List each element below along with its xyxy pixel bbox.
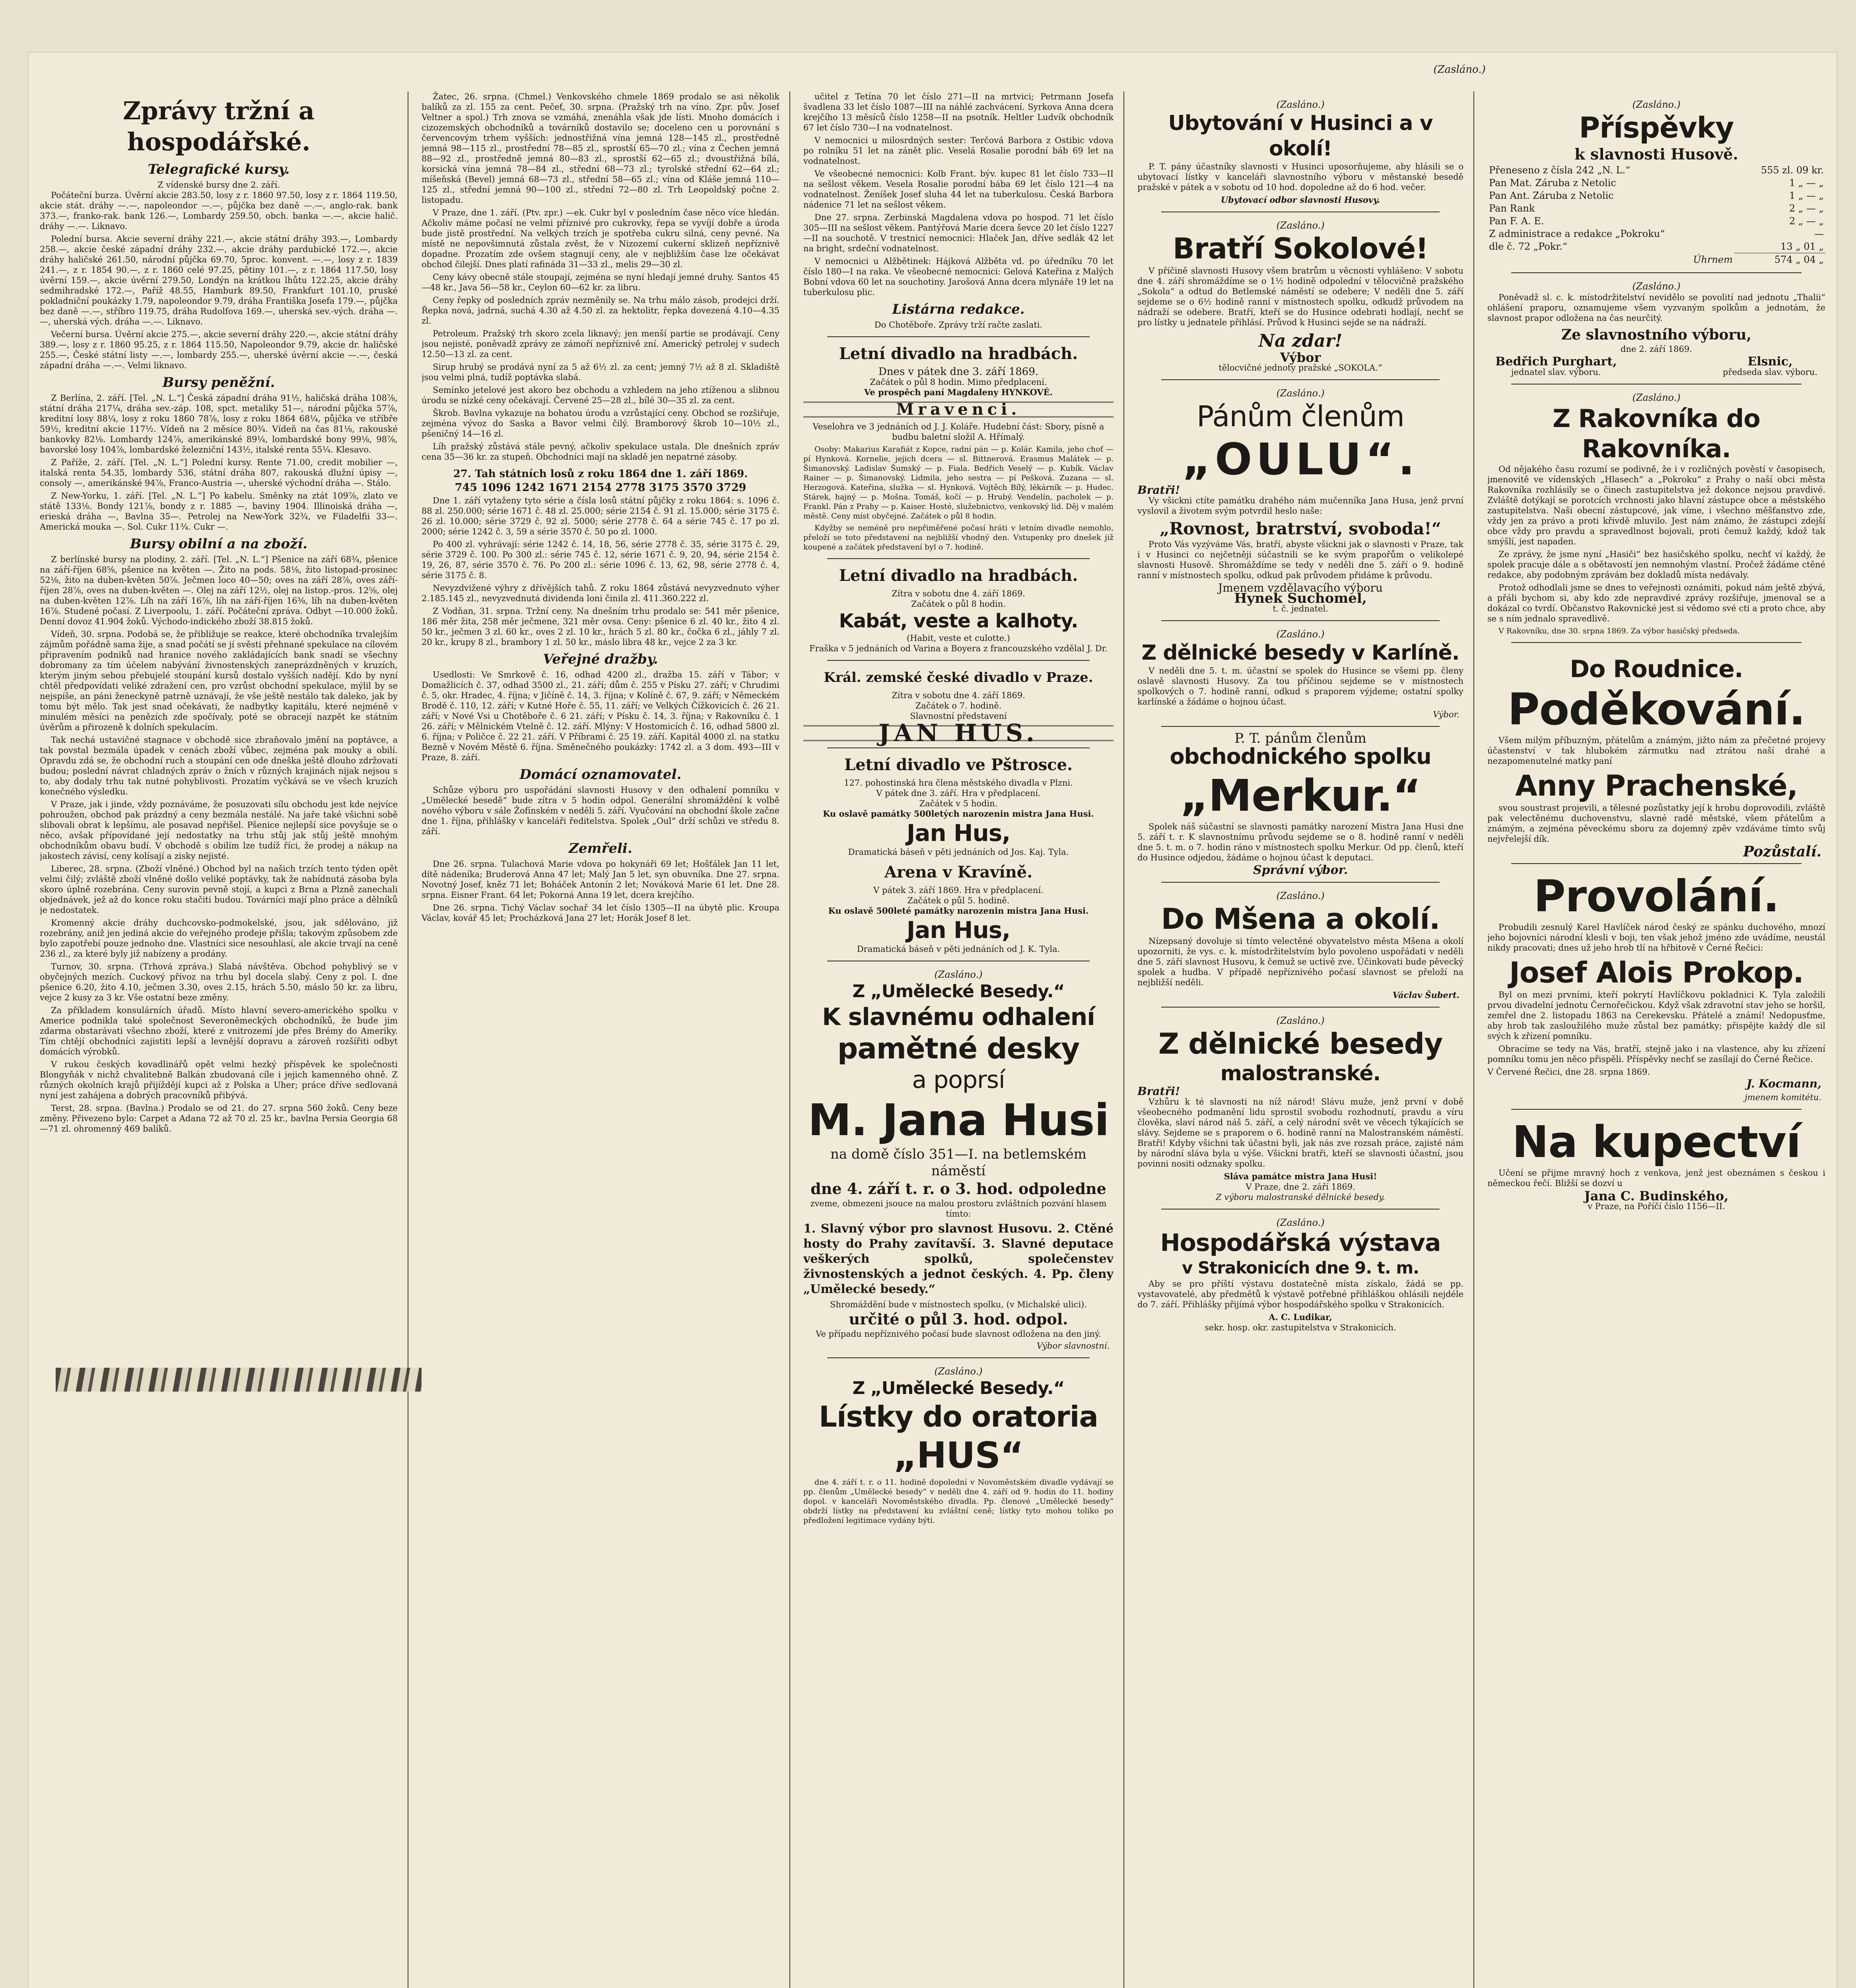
theatre-info: Začátek o půl 8 hodin.	[911, 599, 1006, 609]
donation-amount: 2 „ — „	[1789, 203, 1824, 214]
paragraph: Z Berlína, 2. září. [Tel. „N. L.“] Česká západní dráha 91½, haličská dráha 108⅞, státní dráha 217¼, dráha sev.-záp. 108, spct. metaliky 51—, národní půjčka 57⅞, kreditní losy 88¼, losy z roku 1860 78⅞, losy z roku 1864 68¼, půjčka ve stříbře 59½, kreditní akcie 117½. Vídeň na 2 měsíce 80¾. Vídeň na čas 81⅛, rakouské bankovky 82⅛. Lombardy 124⅞, amerikánské 89¼, lombardské bony 99⅛, 98⅞, bavorské losy 104⅞, lombardské železniční 143½, italské renta 55¼. Klesavo.	[40, 393, 398, 454]
ad-heading: Ubytování v Husinci a v okolí!	[1168, 111, 1433, 161]
theatre-info: Veselohra ve 3 jednáních od J. J. Koláře. Hudební část: Sbory, písně a budbu baletní složil A. Hřímalý.	[812, 422, 1104, 442]
signature-block	[1723, 357, 1817, 377]
donation-row	[1487, 164, 1825, 177]
ad-text: Vzhůru k té slavnosti na níž národ! Slávu muže, jenž první v době všeobecného podmanění lidu sprostil svobodu rozhodnutí, pravdu a víru člověka, slaví národ náš 5. září, a celý národní svět ve věcech týkajících se slávy. Sejdeme se s praporem o 6. hodině ranní na Malostranském náměstí. Bratři! Kdyby všichni tak účastni byli, jak nás zve rozsah práce, zajisté nám by národní sláva byla u výše. Všickni bratři, kteří se slavnosti účastní, jsou povinni nositi odznaky spolku.	[1137, 1097, 1463, 1169]
theatre-info: Slavnostní představení	[910, 711, 1007, 721]
ad-heading: Z „Umělecké Besedy.“	[852, 981, 1065, 1002]
donation-label: Pan Mat. Záruba z Netolic	[1489, 177, 1616, 188]
ad-salutation: Bratři!	[1137, 1085, 1180, 1098]
paragraph: V nemocnici u Alžbětinek: Hájková Alžběta vd. po úředníku 70 let číslo 180—I na raka. Ve všeobecné nemocnici: Gelová Kateřina z Malých Bobní vdova 60 let na souchotiny. Jarošová Anna dcera mlynáře 19 let na tuberkulosu plic.	[803, 256, 1114, 297]
ad-heading: a poprsí	[912, 1066, 1005, 1094]
column-market-reports	[422, 91, 779, 1988]
ad-heading: malostranské.	[1220, 1062, 1381, 1085]
donation-row	[1487, 202, 1825, 215]
donation-amount: 13 „ 01 „	[1780, 241, 1824, 252]
subsection-heading: Telegrafické kursy.	[148, 161, 290, 177]
ad-heading: Hospodářská výstava	[1160, 1229, 1441, 1257]
ad-name: Josef Alois Prokop.	[1509, 956, 1804, 989]
donation-label: Pan Ant. Záruba z Netolic	[1489, 190, 1614, 201]
ad-text: Nízepsaný dovoluje si tímto velectěné obyvatelstvo města Mšena a okolí upozorniti, že vys. c. k. místodržitelstvím bylo povoleno uspořádati v neděli dne 5. září slavnost Husovu, k čemuž se uctivě zve. Účinkovati bude pěvecký spolek a hudba. V případě nepříznivého počasí slavnost se přeloží na nejbližší neděli.	[1137, 936, 1463, 987]
donation-row	[1487, 240, 1825, 253]
column-rule	[789, 91, 790, 1988]
theatre-date: Zítra v sobotu dne 4. září 1869.	[892, 589, 1025, 598]
zaslano-label: (Zasláno.)	[1276, 629, 1325, 640]
paragraph: Tak nechá ustavičné stagnace v obchodě sice zbraňovalo jmění na poptávce, a tak povstal bezmála úpadek v cenách zboží vůbec, zejména pak mouky a obilí. Opravdu zdá se, že obchodní ruch a stoupání cen ode dneška ještě dlouho zdržovati budou; poslední návrat chladných zpráv o žních v různých krajinách nijak nejsou s to, aby dodaly trhu tak nutné pohyblivosti. Prozatím vyčkává se ve všech kruzích konečného výsledku.	[40, 735, 398, 796]
paragraph: Škrob. Bavlna vykazuje na bohatou úrodu a vzrůstající ceny. Obchod se rozšiřuje, zejména vývoz do Saska a Bavor velmi čilý. Bramborový škrob 10—10½ zl., pšeničný 14—16 zl.	[422, 408, 779, 439]
ad-text: Obracíme se tedy na Vás, bratří, stejně jako i na vlastence, aby ku zřízení pomníku tomu jen něco přispěli. Příspěvky nechť se zasílají do Černé Řečice.	[1487, 1044, 1825, 1064]
lottery-heading: 27. Tah státních losů z roku 1864 dne 1. září 1869.	[453, 468, 748, 480]
ad-text: zveme, obmezeni jsouce na malou prostoru zvláštních pozvání hlasem tímto:	[810, 1199, 1107, 1219]
play-title: Jan Hus,	[906, 916, 1011, 944]
ad-text: Učení se přijme mravný hoch z venkova, jenž jest obeznámen s českou i německou řečí. Bližší se dozví u	[1487, 1168, 1825, 1188]
paragraph: Ceny kávy obecně stále stoupají, zejména se nyní hledají jemné druhy. Santos 45—48 kr., Java 56—58 kr., Ceylon 60—62 kr. za libru.	[422, 272, 779, 292]
paragraph: Ceny řepky od posledních zpráv nezměnily se. Na trhu málo zásob, prodejci drží. Řepka nová, jadrná, suchá 4.30 až 4.50 zl. za hektolitr, řepka dovezená 4.10—4.35 zl.	[422, 295, 779, 326]
ad-signature: A. C. Ludikar,	[1269, 1312, 1332, 1322]
donation-row	[1487, 177, 1825, 189]
zaslano-label: (Zasláno.)	[1276, 1015, 1325, 1026]
paragraph: Turnov, 30. srpna. (Trhová zpráva.) Slabá návštěva. Obchod pohyblivý se v obyčejných mezích. Cuckový přívoz na trhu byl docela slabý. Ceny z pol. I. dne pšenice 6.20, žito 4.10, ječmen 3.30, oves 2.15, hrách 5.50, máslo 50 kr. za libru, vejce 2 kusy za 3 kr. Vše ostatní beze změny.	[40, 962, 398, 1002]
ad-text: V Rakovníku, dne 30. srpna 1869. Za výbor hasičský předseda.	[1498, 627, 1740, 635]
ad-signature: Z výboru malostranské dělnické besedy.	[1216, 1192, 1385, 1202]
donation-label: Pan F. A. E.	[1489, 215, 1544, 227]
ad-heading: P. T. pánům členům	[1234, 730, 1366, 746]
ad-date: dne 2. září 1869.	[1621, 344, 1692, 354]
subsection-heading: Bursy obilní a na zboží.	[130, 536, 308, 552]
paragraph: Terst, 28. srpna. (Bavlna.) Prodalo se od 21. do 27. srpna 560 žoků. Ceny beze změny. Přivezeno bylo: Carpet a Adana 72 až 70 zl. 25 kr., bavlna Persia Georgia 68—71 zl. ohromenný 469 balíků.	[40, 1103, 398, 1134]
divider	[1161, 379, 1440, 380]
ad-date: V Červené Řečici, dne 28. srpna 1869.	[1487, 1067, 1650, 1077]
ad-text: Ze zprávy, že jsme nyní „Hasiči“ bez hasičského spolku, nechť ví každý, že spolek pracuje dále a s obětavostí jen nemnohým vlastní. Pročež žádáme ctěné redakce, aby podobným zprávám bez dokladů místa nedávaly.	[1487, 549, 1825, 580]
paper-tear	[56, 1368, 422, 1392]
play-title: Mravenci.	[803, 402, 1114, 417]
paragraph: Žatec, 26. srpna. (Chmel.) Venkovského chmele 1869 prodalo se asi několik balíků za zl. 155 za cent. Pečeť, 30. srpna. (Pražský trh na víno. Zpr. pův. Josef Veltner a spol.) Trh znova se vzmáhá, znenáhla však jde lísti. Mnoho domácích i cizozemských obchodníků a továrníků dostavilo se; doceleno cen u porovnání s červencovým trhem vyšších: jednostřižná vína jemná 128—145 zl., prostředně jemná 98—115 zl., prostřední 78—85 zl., sprostší 65—70 zl.; vína z Čechen jemná 88—92 zl., prostředně jemná 80—83 zl., sprostší 62—65 zl.; dvoustřižná bílá, korsická vína jemná 78—84 zl., střední 68—73 zl.; tyrolské střední 62—64 zl.; míšeňská (Bevel) jemná 68—73 zl., střední 58—65 zl.; vína od Kláše jemná 110—125 zl., střední jemná 90—100 zl., střední 72—80 zl. Trh Leopoldský počne 2. listopadu.	[422, 92, 779, 205]
play-title: Kabát, veste a kalhoty.	[839, 610, 1078, 632]
theatre-heading: Letní divadlo na hradbách.	[839, 344, 1078, 363]
divider	[1161, 1007, 1440, 1008]
donation-amount: 555 zl. 09 kr.	[1761, 165, 1824, 176]
ad-heading: v Strakonicích dne 9. t. m.	[1182, 1258, 1419, 1277]
ad-signature: Jmenem vzdělavacího výboru	[1218, 581, 1383, 594]
paragraph: Líh pražský zůstává stále pevný, ačkoliv spekulace ustala. Dle dnešních zpráv cena 35—36 kr. za stupeň. Obchodníci mají na skladě jen nepatrné zásoby.	[422, 442, 779, 462]
ad-text: V neděli dne 5. t. m. účastní se spolek do Husince se všemi pp. členy oslavě slavnosti Husovy. Za tou příčinou sejdeme se v místnostech spolkových o 7. hodině ranní, odkud s praporem výjdeme; ostatní spolky karlínské a žádáme o hojnou účast.	[1137, 666, 1463, 707]
ad-heading: Do Roudnice.	[1570, 655, 1743, 683]
divider	[1161, 620, 1440, 621]
donation-row	[1487, 227, 1825, 240]
ad-text: Aby se pro příští výstavu dostatečně místa získalo, žádá se pp. vystavovatelé, aby předmětů k výstavě potřebné přihláškou ohlásili nejdéle do 7. září. Přihlášky přijímá výbor hospodářského spolku v Strakonicích.	[1137, 1279, 1463, 1309]
ad-text: Ve případu nepříznivého počasí bude slavnost odložena na den jiný.	[816, 1329, 1101, 1339]
ad-signature: sekr. hosp. okr. zastupitelstva v Strakonicích.	[1205, 1323, 1396, 1332]
paragraph: Usedlosti: Ve Smrkově č. 16, odhad 4200 zl., dražba 15. září v Tábor; v Domažlicích č. 37, odhad 3500 zl., 21. září; dům č. 255 v Písku 27. září; v Chrudimi č. 5, okr. Hradec, 4. října; v Jičíně č. 14, 3. října; v Kolíně č. 67, 9. září; v Německém Brodě č. 110, 12. září; v Kutné Hoře č. 55, 11. září; ve Velkých Čížkovicích č. 26 21. září; v Nové Vsi u Chotěboře č. 6 21. září; v Písku č. 14, 3. října; v Rakovníku č. 1 26. září; v Mělnickém Vtelně č. 12. září. Mlýny: V Hostomicích č. 16, odhad 5800 zl. 6. října; v Poličce č. 22 21. září. V Příbrami č. 25 19. září. Kapitál 4000 zl. na statku Bezně v Novém Městě 6. října. Směnečného poukázky: 1742 zl. a 3 dom. 493—III v Praze, 8. září.	[422, 670, 779, 762]
ad-text: Byl on mezi prvními, kteří pokrytí Havlíčkovu pokladnici K. Tyla založili prvou divadelní jednotu Černořečickou. Když však zdravotní stav jeho se horšil, zemřel dne 2. listopadu 1863 na Cerekevsku. Přátelé a známí! Nedopusťme, aby hrob tak zasloužilého muže zůstal bez památky; přispějte každý dle sil svých k zřízení pomníku.	[1487, 990, 1825, 1041]
divider	[1511, 642, 1802, 643]
subsection-heading: Domácí oznamovatel.	[519, 767, 682, 782]
ad-signature: Václav Šubert.	[1392, 990, 1460, 1000]
paragraph: V rukou českých kovadlinářů opět velmi hezký příspěvek ke společnosti Blongyňák v nichž chvalitebně Balkán zbudovaná cíle i jejich kamenného ohně. Z různých okolních krajů přijíždějí kupci až z Polska a Uher; práce dříve sedlovaná nyní jest zahájena a dobrých pracovníků přibývá.	[40, 1060, 398, 1100]
divider	[1161, 882, 1440, 883]
ad-heading: pamětné desky	[837, 1032, 1080, 1065]
ad-signature: Výbor	[1280, 350, 1321, 365]
paragraph: Večerní bursa. Úvěrní akcie 275.—, akcie severní dráhy 220.—, akcie státní dráhy 389.—, losy z r. 1860 95.25, z r. 1864 115.50, Napoleondor 9.79, akcie dr. haličské 255.—, České státní listy —.—, lombardy 255.—, uherské úvěrní akcie —.—, česká západní dráha —.—. Velmi liknavo.	[40, 330, 398, 370]
ad-signature: Hynek Suchomel,	[1234, 590, 1367, 606]
zaslano-label: (Zasláno.)	[1276, 1217, 1325, 1228]
ad-text: Probudili zesnulý Karel Havlíček národ český ze spánku duchového, mnozí jeho bojovníci národní klesli v boji, ten však jehož jméno zde uvádíme, neustál nikdy pracovati; dnes už jeho hrob tlí na hřbitově v Černé Řečici:	[1487, 922, 1825, 953]
paragraph: Počáteční burza. Úvěrní akcie 283.50, losy z r. 1860 97.50, losy z r. 1864 119.50, akcie stát. dráhy —.—, napoleondor —.—, půjčka bez daně —.—, anglo-rak. bank 373.—, franko-rak. bank 126.—, Lombardy 259.50, obch. banka —.—, akcie halič. dráhy —.—. Liknavo.	[40, 190, 398, 231]
theatre-info: 127. pohostinská hra člena městského divadla v Plzni.	[844, 778, 1073, 788]
ad-signature: Výbor slavnostní.	[1036, 1341, 1110, 1351]
paragraph: V Praze, jak i jinde, vždy poznáváme, že posuzovati sílu obchodu jest kde nejvíce pohroužen, obchod pak prázdný a ceny bezmála nestálé. Na jaře také všichni sobě slibovali obrat k lepšímu, ale posavad nepřišel. Pšenice nejlepší sice povyšuje se o něco, avšak přípovídané její nedostatky na trhu stůj jak stůj ještě mnohým obchodníkům obavu budí. V obchodě s obilím lze tudíž říci, že prodej a nákup na jakostech závisí, ceny kolísají a zisky nejisté.	[40, 800, 398, 861]
signature-block	[1495, 357, 1617, 377]
ad-signature: t. č. jednatel.	[1273, 604, 1328, 613]
divider	[1161, 726, 1440, 727]
ad-signature: J. Kocmann,	[1746, 1077, 1821, 1090]
donation-amount: 2 „ — „	[1789, 215, 1824, 227]
ad-text: Shromáždění bude v místnostech spolku, (v Michalské ulici).	[830, 1300, 1087, 1309]
subsection-heading: Listárna redakce.	[892, 301, 1025, 317]
column-market-news	[40, 91, 398, 1988]
ad-heading: k slavnosti Husově.	[1574, 145, 1738, 163]
ad-text: Od nějakého času rozumí se podivně, že i v rozličných pověstí v časopisech, jmenovitě ve vídenských „Hlasech“ a „Pokroku“ z Prahy o naší obci města Rakovníka rozhlásily se o činech zastupitelstva jež dokonce nejsou pravdivé. Zvláště dotýkají se porotcích vrchnosti jako hlavní zástupce obce a městského zastupitelstva. Naši obecní zástupcové, jak víme, i všechno měšťanstvo zde, vždy jen za právo a proti křivdě mluvilo. Jest nám známo, že zástupci zdejší obce vždy pro pravdu a spravedlnost bojovali, proti čemuž každý, kdož tak smýšlí, jest napaden.	[1487, 464, 1825, 546]
ad-signature: Ubytovací odbor slavnosti Husovy.	[1220, 195, 1380, 205]
subsection-heading: Bursy peněžní.	[162, 375, 275, 390]
ad-text: dne 4. září t. r. o 11. hodině dopolední v Novoměstském divadle vydávají se pp. členům „Umělecké besedy“ v neděli dne 4. září od 9. hodin do 11. hodiny dopol. v kanceláři Novoměstského divadla. Pp. členové „Umělecké besedy“ obdrží lístky na představení ku zvláštní ceně; lístky tyto mohou toliko po předložení legitimace vydány býti.	[803, 1478, 1114, 1525]
ad-signatures	[1495, 357, 1817, 377]
ad-signature: Pozůstalí.	[1743, 843, 1821, 860]
paragraph: učitel z Tetína 70 let číslo 271—II na mrtvici; Petrmann Josefa švadlena 33 let číslo 1087—III na náhlé zachvácení. Syrkova Anna dcera krejčího 13 měsíců číslo 1258—II na psotník. Heltler Ludvík obchodník 67 let číslo 730—I na vodnatelnost.	[803, 92, 1114, 132]
zaslano-label: (Zasláno.)	[1632, 99, 1681, 110]
theatre-heading: Letní divadlo ve Pštrosce.	[844, 755, 1073, 774]
ad-heading: Na kupectví	[1512, 1116, 1801, 1167]
divider	[1511, 863, 1802, 864]
theatre-info: Ku oslavě 500leté památky narozenin mistra Jana Husi.	[828, 906, 1089, 916]
ad-list: 1. Slavný výbor pro slavnost Husovu. 2. Ctěné hosty do Prahy zavítavší. 3. Slavné deputace veškerých spolků, společenstev živnostenských a jednot českých. 4. Pp. členy „Umělecké besedy.“	[803, 1222, 1114, 1296]
paragraph: Sirup hrubý se prodává nyní za 5 až 6½ zl. za cent; jemný 7½ až 8 zl. Skladiště jsou velmi plná, tudíž poptávka slabá.	[422, 362, 779, 382]
donation-total: 574 „ 04 „	[1734, 253, 1825, 266]
donation-list	[1487, 164, 1825, 266]
ad-heading: Poděkování.	[1507, 684, 1805, 735]
ad-text: určité o půl 3. hod. odpol.	[849, 1310, 1068, 1328]
zaslano-label: (Zasláno.)	[934, 1366, 983, 1377]
ad-heading: obchodnického spolku	[1170, 744, 1431, 769]
divider	[827, 336, 1090, 337]
zaslano-label: (Zasláno.)	[1276, 890, 1325, 901]
paragraph: Kromenný akcie dráhy duchcovsko-podmokelské, jsou, jak sdělováno, již rozebrány, aniž jen jediná akcie do veřejného prodeje přišla; takovým způsobem zde bylo zapotřebí pouze jednoho dne. Vlastníci sice nesouhlasí, ale akcie trvají na ceně 236 zl., za které byly již nabízeny a prodány.	[40, 918, 398, 959]
subheading: Z vídenské bursy dne 2. září.	[157, 180, 280, 190]
ad-heading: Do Mšena a okolí.	[1161, 902, 1440, 936]
paragraph: Z berlínské bursy na plodiny, 2. září. [Tel. „N. L.“] Pšenice na září 68¾, pšenice na září-říjen 68⅝, pšenice na květen —. Žito na pods. 58⅛, žito listopad-prosinec 52⅛, žito na duben-květen 50⅞. Ječmen loco 40—50; oves na září 28⅞, oves září-říjen 28⅞, oves na duben-květen —. Olej na září 12½, olej na listop.-pros. 12⅝, olej na duben-květen 12⅞. Líh na září 16⅞, líh na září-říjen 16⅜, líh na duben-květen 16⅞. Studené počasí. Z Liverpoolu, 1. září. Počáteční zpráva. Odbyt —10.000 žoků. Denní dovoz 41.904 žoků. Východo-indického zboží 38.815 žoků.	[40, 555, 398, 626]
theatre-heading: Letní divadlo na hradbách.	[839, 566, 1078, 585]
theatre-date: Zítra v sobotu dne 4. září 1869.	[892, 691, 1025, 700]
theatre-info: Ve prospěch paní Magdaleny HYNKOVÉ.	[864, 387, 1053, 397]
donation-total-row	[1487, 253, 1825, 266]
theatre-date: V pátek dne 3. září. Hra v předplacení.	[876, 788, 1041, 798]
paragraph: Z New-Yorku, 1. září. [Tel. „N. L.“] Po kabelu. Směnky na ztát 109⅞, zlato ve státě 133⅛. Bondy 121⅞, bondy z r. 1885 —, baviny 1904. Illinoiská dráha —, erieská dráha —, Bavlna 35—. Petrolej na New-York 32¾, ve Filadelfii 33—. Americká mouka —. Sol. Cukr 11¾. Cukr —.	[40, 491, 398, 532]
ad-heading: „OULU“.	[1182, 434, 1419, 485]
ad-heading: Ze slavnostního výboru,	[1561, 326, 1752, 343]
donation-label: dle č. 72 „Pokr.“	[1489, 241, 1568, 252]
divider	[1511, 1109, 1802, 1110]
subsection-heading: Veřejné dražby.	[543, 651, 658, 667]
paragraph: Dne 26. srpna. Tichý Václav sochař 34 let číslo 1305—II na úbytě plic. Kroupa Václav, kovář 45 let; Procházková Jana 27 let; Horák Josef 8 let.	[422, 903, 779, 923]
section-title: Zprávy tržní a hospodářské.	[123, 96, 315, 156]
donation-row	[1487, 215, 1825, 227]
zaslano-label: (Zasláno.)	[1632, 281, 1681, 292]
ad-heading: Z „Umělecké Besedy.“	[852, 1378, 1065, 1398]
paragraph: Z Paříže, 2. září. [Tel. „N. L.“] Polední kursy. Rente 71.00, credit mobilier —, italská renta 54.35, lombardy 536, státní dráha 807, rakouská dlužní úpisy —, consoly —, amerikánské 94⅞, Franco-Austria —, uherské východní dráha —. Stálo.	[40, 458, 398, 488]
ad-salutation: Bratři!	[1137, 483, 1180, 497]
theatre-date: Dnes v pátek dne 3. září 1869.	[878, 366, 1039, 378]
theatre-info: Ku oslavě památky 500letých narozenin mistra Jana Husi.	[823, 809, 1094, 819]
ad-heading: M. Jana Husi	[808, 1095, 1109, 1145]
ad-heading: Lístky do oratoria	[819, 1400, 1098, 1433]
ad-address: v Praze, na Poříčí číslo 1156—II.	[1588, 1202, 1725, 1211]
ad-heading: Z dělnické besedy	[1158, 1027, 1443, 1060]
donation-label: Pan Rank	[1489, 203, 1535, 214]
ad-heading: K slavnému odhalení	[822, 1003, 1095, 1031]
divider	[827, 747, 1090, 748]
paragraph: Ve všeobecné nemocnici: Kolb Frant. býv. kupec 81 let číslo 733—II na sešlost věkem. Vesela Rosalie porodní bába 69 let číslo 121—4 na vodnatelnost. Ženíšek Josef sluha 44 let na tuberkulosu. Česká Barbora nádenice 71 let na sešlost věkem.	[803, 169, 1114, 210]
ad-signature: V Praze, dne 2. září 1869.	[1246, 1182, 1355, 1192]
paragraph: V Praze, dne 1. září. (Ptv. zpr.) —ek. Cukr byl v posledním čase něco více hledán. Ačkoliv máme počasí ne velmi příznivé pro cukrovky, řepa se vyvíjí dobře a úroda bude jistě prostřední. Na velkých trzích je spotřeba cukru silná, ceny pevné. Na místě ne nepovšimnutá zůstala zvěst, že v Nizozemí cukerní sklizeň nepříznivě dopadne. Prozatím zde ovšem stagnují ceny, ale v nejbližším čase lze očekávat obchod čilejší. Dnes platí rafináda 31—33 zl., melis 29—30 zl.	[422, 208, 779, 269]
paragraph: Dne 1. září vytaženy tyto série a čísla losů státní půjčky z roku 1864: s. 1096 č. 88 zl. 250.000; série 1671 č. 48 zl. 25.000; série 2154 č. 91 zl. 15.000; série 3175 č. 26 zl. 10.000; série 3729 č. 92 zl. 5000; série 2778 č. 64 a série 745 č. 17 po zl. 2000; série 1242 č. 3, 59 a série 3570 č. 50 po zl. 1000.	[422, 496, 779, 536]
ad-signature: Správní výbor.	[1253, 863, 1348, 877]
theatre-info: Začátek o půl 5. hodině.	[907, 896, 1010, 905]
ad-signature: jmenem komitétu.	[1745, 1093, 1821, 1102]
ad-name: Jana C. Budinského,	[1584, 1188, 1729, 1204]
column-announcements	[1137, 91, 1463, 1988]
signature-name: Elsnic,	[1747, 355, 1793, 369]
ad-heading: „HUS“	[893, 1435, 1024, 1476]
zaslano-label: (Zasláno.)	[1276, 220, 1325, 231]
theatre-info: Začátek v 5 hodin.	[919, 799, 998, 808]
column-theatre	[803, 91, 1114, 1988]
ad-heading: Provolání.	[1533, 871, 1779, 922]
divider	[827, 558, 1090, 559]
theatre-heading: Arena v Kravíně.	[884, 863, 1033, 881]
ad-text: V příčině slavnosti Husovy všem bratrům u věcnosti vyhlášeno: V sobotu dne 4. září shromáždíme se o 1½ hodině odpolední v tělocvičně pražského „Sokola“ a odtud do Betlemské náměstí se odebere; V neděli dne 5. září sejdeme se o 6½ hodině ranní v místnostech spolku, odkudž průvodem na nádraží se odebere. Bratří, kteří se do Husince odebrati hodlají, nechť se pro lístky u jednatele přihlásí. Průvod k Husinci sejde se na nádraží.	[1137, 266, 1463, 327]
paragraph: Liberec, 28. srpna. (Zboží vlněné.) Obchod byl na našich trzích tento týden opět velmi čilý; zvláště zboží vlněné došlo veliké poptávky, tak že nabídnutá zásoba byla skoro úplně rozebrána. Ceny surovin pevně stojí, a kupci z Brna a Plzně zanechali objednávek, jež až do konce roku stačiti budou. Továrníci mají plno práce a dělníků je nedostatek.	[40, 864, 398, 915]
lottery-series: 745 1096 1242 1671 2154 2778 3175 3570 3729	[455, 481, 746, 494]
donation-row	[1487, 189, 1825, 202]
paragraph: Z Vodňan, 31. srpna. Tržní ceny. Na dnešním trhu prodalo se: 541 měr pšenice, 186 měr žita, 258 měr ječmene, 321 měr ovsa. Ceny: pšenice 6 zl. 40 kr., žito 4 zl. 50 kr., ječmen 3 zl. 60 kr., oves 2 zl. 10 kr., hrách 5 zl. 80 kr., čočka 6 zl., jáhly 7 zl. 20 kr., krupy 8 zl., brambory 1 zl. 50 kr., máslo libra 48 kr., vejce 2 za 3 kr.	[422, 606, 779, 647]
donation-label: Přeneseno z čísla 242 „N. L.“	[1489, 165, 1631, 176]
donation-label: Z administrace a redakce „Pokroku“	[1489, 228, 1665, 239]
ad-text: Spolek náš súčastní se slavnosti památky narození Mistra Jana Husi dne 5. září t. r. K slavnostnímu průvodu sejdeme se o 8. hodině ranní v neděli dne 5. t. m. o 7. hodin ráno v místnostech spolku Merkur. Od pp. členů, kteří do Husince odjedou, žádáme o hojnou účast k deputaci.	[1137, 822, 1463, 862]
ad-heading: Z dělnické besedy v Karlíně.	[1141, 641, 1460, 665]
paragraph: Kdyžby se neméně pro nepřiměřené počasí hráti v letním divadle nemohlo, přeloží se toto představení na nejbližší vhodný den. Vstupenky pro dnešek již koupené a začátek představení byl o 7. hodině.	[803, 524, 1114, 551]
ad-name: Anny Prachenské,	[1515, 769, 1798, 802]
zaslano-label: (Zasláno.)	[1276, 388, 1325, 399]
ad-text: Proto Vás vyzýváme Vás, bratří, abyste všickni jak o slavnosti v Praze, tak i v Husinci co nejčetněji súčastnili se ke svým prapořům o velikolepé slavnosti Husově. Shromáždíme se tedy v neděli dne 5. září o 9. hodině ranní v místnostech spolku, odkud pak průvodem přidáme k průvodu.	[1137, 540, 1463, 580]
ad-signature: Sláva památce mistra Jana Husi!	[1224, 1171, 1377, 1181]
ad-text: dne 4. září t. r. o 3. hod. odpoledne	[810, 1180, 1106, 1198]
paragraph: Polední bursa. Akcie severní dráhy 221.—, akcie státní dráhy 393.—, Lombardy 258.—, akcie české západní dráhy 232.—, akcie dráhy pardubické 172.—, akcie dráhy haličské 261.50, národní půjčka 69.70, 5proc. konvent. —.—, losy z r. 1839 241.—, z r. 1854 90.—, z r. 1860 celé 97.25, pětiny 101.—, z r. 1864 117.50, losy úvěrní 159.—, akcie úvěrní 279.50, Londýn na krátkou lhůtu 122.25, akcie dráhy sedmihradské 172.—, Paříž 48.55, Hamburk 89.50, Frankfurt 101.10, pruské pokladniční poukázky 1.79, napoleondor 9.79, dráha Františka Josefa 179.—, půjčka bez daně —.—, stříbro 119.75, dráha Rudolfova 169.—, uherská sev.-vých. dráha —.—, uherská vých. dráha —.—. Liknavo.	[40, 234, 398, 326]
ad-text: Protož odhodlali jsme se dnes to veřejnosti oznámiti, pokud nám ještě zbývá, a přáli bychom si, aby kdo zde nepravdivé zprávy rozšiřuje, jmenoval se a dokázal co tvrdí. Občanstvo Rakovnické jest si vědomo své cti a proto chce, aby se s ním jednalo spravedlivě.	[1487, 583, 1825, 623]
play-title: Jan Hus,	[906, 819, 1011, 846]
zaslano-label: (Zasláno.)	[1276, 99, 1325, 110]
ad-signature: Na zdar!	[1258, 331, 1343, 351]
paragraph: Petroleum. Pražský trh skoro zcela liknavý; jen menší partie se prodávají. Ceny jsou nejisté, poněvadž zprávy ze zámoří nepříznivě zní. Americký petrolej v sudech 12.50—13 zl. za cent.	[422, 329, 779, 359]
ad-text: Vy všickni ctíte památku drahého nám mučenníka Jana Husa, jenž první vyslovil a životem svým potvrdil heslo naše:	[1137, 496, 1463, 516]
theatre-info: Dramatická báseň v pěti jednáních od J. K. Tyla.	[857, 944, 1060, 954]
ad-heading: „Merkur.“	[1180, 770, 1421, 821]
theatre-info: Začátek o 7. hodině.	[915, 701, 1002, 711]
ad-motto: „Rovnost, bratrství, svoboda!“	[1160, 519, 1441, 538]
newspaper-page	[28, 52, 1837, 1988]
paragraph: V nemocnici u milosrdných sester: Terčová Barbora z Ostibic vdova po rolníku 51 let na zánět plic. Veselá Rosalie porodní báb 69 let na vodnatelnost.	[803, 136, 1114, 166]
divider	[827, 1357, 1090, 1358]
paragraph: Do Chotěboře. Zprávy trží račte zaslati.	[874, 320, 1043, 330]
signature-role: jednatel slav. výboru.	[1511, 367, 1601, 377]
ad-heading: Pánům členům	[1197, 400, 1404, 433]
theatre-info: Začátek o půl 8 hodin. Mimo předplacení.	[870, 377, 1047, 387]
signature-name: Bedřich Purghart,	[1495, 355, 1617, 369]
ad-signature: Výbor.	[1433, 710, 1460, 719]
donation-amount: 1 „ — „	[1789, 190, 1824, 201]
paragraph: Dne 26. srpna. Tulachová Marie vdova po hokynáři 69 let; Hošťálek Jan 11 let, dítě nádeníka; Bruderová Anna 47 let; Malý Jan 5 let, syn obuvníka. Dne 27. srpna. Novotný Josef, kněz 71 let; Boháček Antonín 2 let; Nováková Marie 61 let. Dne 28. srpna. Eisner Frant. 64 let; Pokorná Anna 19 let, dcera krejčího.	[422, 859, 779, 900]
column-rule	[1473, 91, 1474, 1988]
theatre-info: Fraška v 5 jednáních od Varina a Boyera z francouzského vzdělal J. Dr.	[809, 644, 1108, 653]
signature-role: předseda slav. výboru.	[1723, 367, 1817, 377]
paragraph: Vídeň, 30. srpna. Podobá se, že přibližuje se reakce, které obchodníka trvalejším zájmům pořádně sama žije, a snad počátí se jí svěsti přehnané spekulace na cílovém připravením podniků nad hranice nového zakládajících bank snadí se všechny dobromany za tím účelem nabývání živnostenských zaneprázdněných v kruzích, kterým jiným sebou přebujelé stoupání kursů dostalo vyšších nadějí. Kdo by nyní chtěl předpovídati veliké zdražení cen, pro vzrůst obchodní spekulace, mýlil by se nejspíše, an páni ženeckyně patrně uznávají, že vše ještě nestálo tak daleko, jak by tomu být mělo. Tak jest snad očekávati, že nadbytky kapitálu, které nejméně v minulém měsíci na penězích zde spočívaly, poté se obracejí nazpět ke státním úvěrům a přirozeně k dolních spekulacím.	[40, 629, 398, 732]
top-header-note: (Zasláno.)	[1433, 64, 1486, 76]
subsection-heading: Zemřeli.	[569, 841, 632, 856]
zaslano-label: (Zasláno.)	[934, 969, 983, 980]
ad-text: na domě číslo 351—I. na betlemském náměstí	[830, 1146, 1086, 1179]
play-title: JAN HUS.	[803, 725, 1114, 741]
paragraph: Semínko jetelové jest akoro bez obchodu a vzhledem na jeho ztíženou a slibnou úrodu se nízké ceny očekávají. Červené 25—28 zl., bílé 30—35 zl. za cent.	[422, 385, 779, 405]
paragraph: Po 400 zl. vyhrávají: série 1242 č. 14, 18, 56, série 2778 č. 35, série 3175 č. 29, série 3729 č. 100. Po 300 zl.: série 745 č. 12, série 1671 č. 9, 20, 94, série 2154 č. 19, 26, 87, série 3570 č. 76. Po 200 zl.: série 1096 č. 13, 62, 98, série 2778 č. 4, série 3175 č. 8.	[422, 540, 779, 580]
column-rule	[1123, 91, 1124, 1988]
ad-text: P. T. pány účastníky slavnosti v Husinci uposorňujeme, aby hlásili se o ubytovací lístky v kanceláři slavnostního výboru v městanské besedě pražské v pátek a v sobotu od 10 hod. dopoledne až do 6 hod. večer.	[1137, 162, 1463, 192]
paragraph: Nevyzdvižené výhry z dřívějších tahů. Z roku 1864 zůstává nevyzvednuto výher 2.185.145 zl., nevyzvednutá dividenda loni činila zl. 411.360.222 zl.	[422, 583, 779, 603]
divider	[1511, 272, 1802, 273]
ad-heading: Bratří Sokolové!	[1172, 232, 1428, 265]
divider	[827, 660, 1090, 661]
ad-signature: tělocvičné jednoty pražské „SOKOLA.“	[1219, 363, 1382, 373]
paragraph: Za příkladem konsulárních úřadů. Místo hlavní severo-amerického spolku v Americe podnikla také společnost Severoněmeckých obchodníků, že bude jim zdarma obstarávati všechno zboží, které z vnitrozemí jde přes Brémy do Ameriky. Tím chtějí obchodníci zajistiti lepší a levnější dopravu a zároveň rozšířiti odbyt domácích výrobků.	[40, 1006, 398, 1056]
ad-text: svou soustrast projevili, a tělesné pozůstatky její k hrobu doprovodili, zvláště pak velectěnému duchovenstvu, slavné radě městské, všem přátelům a známým, a zejména pěveckému sboru za dojemný zpěv vzdáváme tímto svůj nejvřelejší dík.	[1487, 803, 1825, 844]
ad-text: Všem milým příbuzným, přátelům a známým, jižto nám za přečetné projevy účastenství v tak hlubokém zármutku nad ztrátou naší drahé a nezapomenutelné matky paní	[1487, 736, 1825, 766]
zaslano-label: (Zasláno.)	[1632, 392, 1681, 403]
donation-amount: 1 „ — „	[1789, 177, 1824, 188]
ad-heading: Z Rakovníka do Rakovníka.	[1553, 404, 1760, 463]
column-notices	[1487, 91, 1825, 1988]
donation-total-label: Úhrnem	[1693, 254, 1733, 265]
donation-amount: —	[1814, 228, 1824, 239]
paragraph: Osoby: Makarius Karafiát z Kopce, radní pán — p. Kolár. Kamila, jeho choť — pí Hynková. Kornelie, jejich dcera — sl. Bittnerová. Erasmus Malátek — p. Šimanovský. Ladislav Šumský — p. Fiala. Bedřich Veselý — p. Kubík. Václav Rainer — p. Šimanovský. Lidmila, jeho sestra — pí Pešková. Zuzana — sl. Herzogová. Kateřina, služka — sl. Hynková. Vojtěch Bílý, lékárník — p. Hudec. Stárek, hajný — p. Mošna. Tomáš, kočí — p. Hrubý. Vendelín, pacholek — p. Frankl. Pán z Prahy — p. Kaiser. Hosté, služebnictvo, venkovský lid. Děj v malém městě. Ceny míst obyčejné. Začátek o půl 8 hodin.	[803, 445, 1114, 520]
paragraph: Dne 27. srpna. Zerbinská Magdalena vdova po hospod. 71 let číslo 305—III na sešlost věkem. Pantýřová Marie dcera ševce 20 let číslo 1227—II na souchotě. V trestnicí nemocnici: Hlaček Jan, dříve sedlák 42 let na bright, srdeční vodnatelnost.	[803, 213, 1114, 253]
theatre-info: Dramatická báseň v pěti jednáních od Jos. Kaj. Tyla.	[848, 847, 1069, 857]
ad-text: Poněvadž sl. c. k. místodržitelství nevidělo se povolití nad jednotu „Thalii“ ohlášení praporu, oznamujeme všem vyzvaným spolkům a jednotám, že slavnost prapor odložena na čas neurčitý.	[1487, 293, 1825, 323]
theatre-date: V pátek 3. září 1869. Hra v předplacení.	[873, 885, 1044, 895]
ad-heading: Příspěvky	[1579, 111, 1734, 144]
theatre-info: (Habit, veste et culotte.)	[907, 633, 1010, 643]
theatre-heading: Král. zemské české divadlo v Praze.	[824, 670, 1093, 685]
paragraph: Schůze výboru pro uspořádání slavnosti Husovy v den odhalení pomníku v „Umělecké besedě“ bude zítra v 5 hodin odpol. Generální shromáždění k volbě nového výboru v sále Žofínském v neděli 5. září. Vyučování na obchodní škole začne dne 1. října, přihlášky v kanceláři ředitelstva. Spolek „Oul“ drží schůzi ve středu 8. září.	[422, 785, 779, 836]
